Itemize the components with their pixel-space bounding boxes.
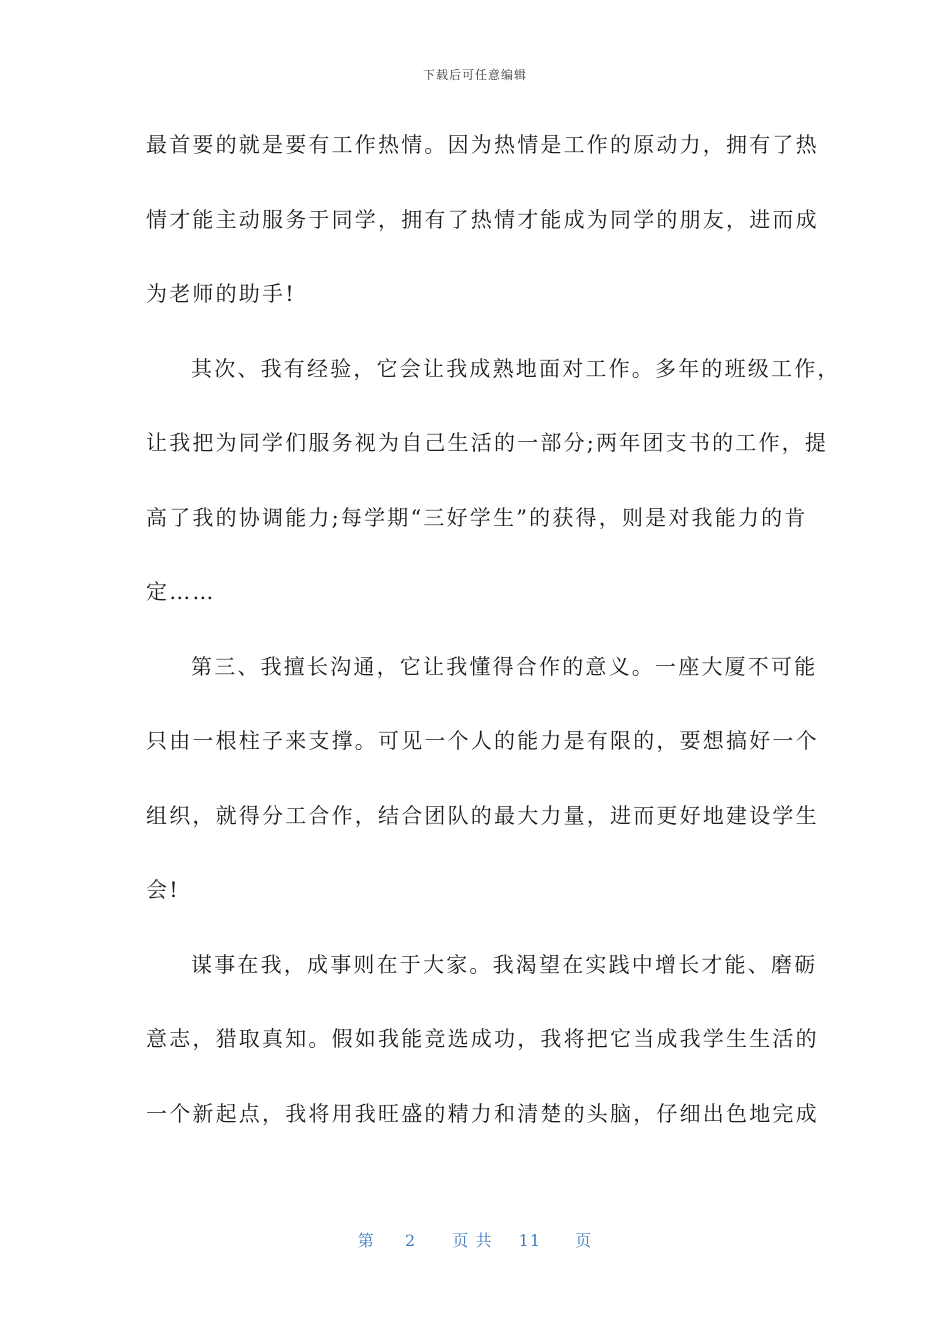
text-line: 只由一根柱子来支撑。可见一个人的能力是有限的，要想搞好一个 xyxy=(146,729,819,753)
page-header: 下载后可任意编辑 xyxy=(422,68,527,82)
text-line: 定…… xyxy=(146,580,216,604)
total-pages-number: 11 xyxy=(518,1231,541,1250)
paragraph-first-line: 第三、我擅长沟通，它让我懂得合作的意义。一座大厦不可能 xyxy=(191,654,818,679)
page-label-suffix: 页 xyxy=(575,1231,593,1250)
text-line: 情才能主动服务于同学，拥有了热情才能成为同学的朋友，进而成 xyxy=(146,207,819,232)
page-label-prefix: 第 xyxy=(357,1231,375,1250)
paragraph-first-line: 谋事在我，成事则在于大家。我渴望在实践中增长才能、磨砺 xyxy=(191,952,818,977)
page-label-mid: 页 共 xyxy=(452,1231,493,1250)
text-line: 最首要的就是要有工作热情。因为热情是工作的原动力，拥有了热 xyxy=(146,133,819,157)
text-line: 组织，就得分工合作，结合团队的最大力量，进而更好地建设学生 xyxy=(146,803,819,828)
text-line: 会! xyxy=(146,878,180,902)
text-line: 让我把为同学们服务视为自己生活的一部分;两年团支书的工作，提 xyxy=(146,431,829,455)
page-footer xyxy=(0,1228,950,1251)
text-line: 为老师的助手! xyxy=(146,282,296,306)
current-page-number: 2 xyxy=(404,1231,417,1250)
text-line: 一个新起点，我将用我旺盛的精力和清楚的头脑，仔细出色地完成 xyxy=(146,1101,819,1126)
text-line: 意志，猎取真知。假如我能竞选成功，我将把它当成我学生生活的 xyxy=(146,1027,819,1051)
paragraph-first-line: 其次、我有经验，它会让我成熟地面对工作。多年的班级工作， xyxy=(191,356,841,381)
text-line: 高了我的协调能力;每学期“三好学生”的获得，则是对我能力的肯 xyxy=(146,505,808,530)
document-body xyxy=(146,124,841,1167)
